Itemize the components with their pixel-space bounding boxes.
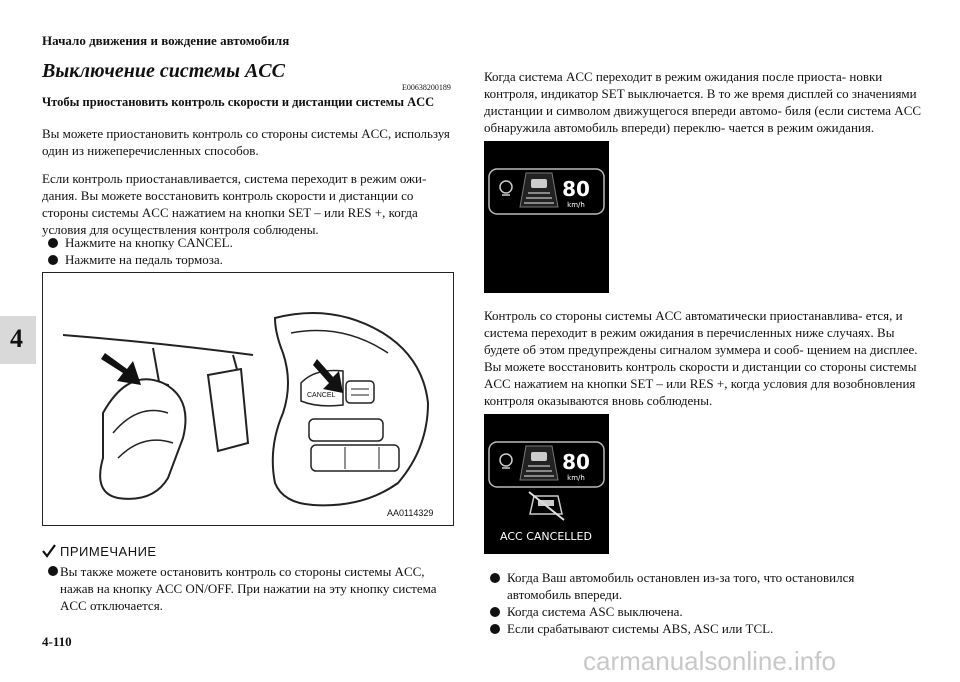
- bullet-icon: [48, 255, 58, 265]
- list-item-text: Нажмите на кнопку CANCEL.: [65, 235, 233, 250]
- acc-display-cancelled-graphic: [484, 414, 609, 554]
- note-heading: [42, 544, 157, 559]
- speed-value: 80: [562, 177, 590, 201]
- list-item-continuation: [507, 586, 622, 603]
- list-item-text: Если срабатывают системы ABS, ASC или TCL.: [507, 621, 774, 636]
- bullet-icon: [490, 624, 500, 634]
- speed-value: 80: [562, 450, 590, 474]
- bullet-icon: [490, 607, 500, 617]
- bullet-icon: [490, 573, 500, 583]
- figure-code: AA0114329: [387, 508, 434, 518]
- watermark: carmanualsonline.info: [583, 646, 836, 676]
- bullet-icon: [48, 238, 58, 248]
- speed-unit: km/h: [567, 201, 585, 209]
- acc-cancelled-message: ACC CANCELLED: [500, 530, 592, 543]
- bullet-icon: [48, 566, 58, 576]
- acc-display-cancelled: [484, 414, 609, 554]
- list-item: [490, 620, 773, 637]
- cancel-button-label: CANCEL: [307, 392, 336, 399]
- note-item: [60, 563, 450, 614]
- list-item: [48, 251, 223, 268]
- list-item-text: Когда Ваш автомобиль остановлен из-за того, что остановился: [507, 570, 855, 585]
- list-item: [48, 234, 233, 251]
- chapter-number: 4: [10, 324, 23, 353]
- chapter-header: Начало движения и вождение автомобиля: [42, 33, 290, 48]
- figure-cancel-button: [42, 272, 454, 526]
- acc-cancelled-icon: [529, 492, 564, 520]
- section-code: E00638200189: [402, 83, 451, 92]
- note-heading-text: ПРИМЕЧАНИЕ: [60, 544, 157, 559]
- list-item: [490, 603, 683, 620]
- speed-unit: km/h: [567, 474, 585, 482]
- right-paragraph-1: Когда система ACC переходит в режим ожидания после приоста- новки контроля, индикатор SET выключается. В то же время дисплей со значениями дистанции и символом движущегося впереди автомо- биля (если система ACC обнаружила автомобиль впереди) переклю- чается в режим ожидания.: [484, 69, 922, 135]
- section-subtitle: Чтобы приостановить контроль скорости и дистанции системы ACC: [42, 95, 435, 109]
- note-text: Вы также можете остановить контроль со стороны системы ACC, нажав на кнопку ACC ON/OFF. При нажатии на эту кнопку система ACC отключается.: [60, 564, 437, 613]
- acc-display-standby: [484, 141, 609, 293]
- right-paragraph-2: Контроль со стороны системы ACC автоматически приостанавлива- ется, и система переходит в режим ожидания в перечисленных ниже случаях. Вы будете об этом предупреждены сигналом зуммера и сооб- щением на дисплее. Вы можете восстановить контроль скорости и дистанции со стороны системы ACC нажатием на кнопки SET – или RES +, когда условия для возобновления контроля оказываются вновь соблюдены.: [484, 308, 918, 408]
- list-item-text: автомобиль впереди.: [507, 587, 623, 602]
- section-title: Выключение системы ACC: [42, 60, 285, 82]
- page-number: 4-110: [42, 634, 72, 649]
- acc-display-graphic: [484, 141, 609, 293]
- left-paragraph-1: Вы можете приостановить контроль со стороны системы ACC, используя один из нижеперечисленных способов.: [42, 126, 450, 158]
- list-item-text: Нажмите на педаль тормоза.: [65, 252, 223, 267]
- steering-wheel-illustration: [43, 273, 453, 525]
- left-paragraph-2: Если контроль приостанавливается, система переходит в режим ожи- дания. Вы можете восстановить контроль скорости и дистанции со стороны системы ACC нажатием на кнопки SET – или RES +, когда условия для осуществления контроля соблюдены.: [42, 171, 427, 237]
- list-item-text: Когда система ASC выключена.: [507, 604, 683, 619]
- list-item: [490, 569, 854, 586]
- checkmark-icon: [42, 544, 56, 558]
